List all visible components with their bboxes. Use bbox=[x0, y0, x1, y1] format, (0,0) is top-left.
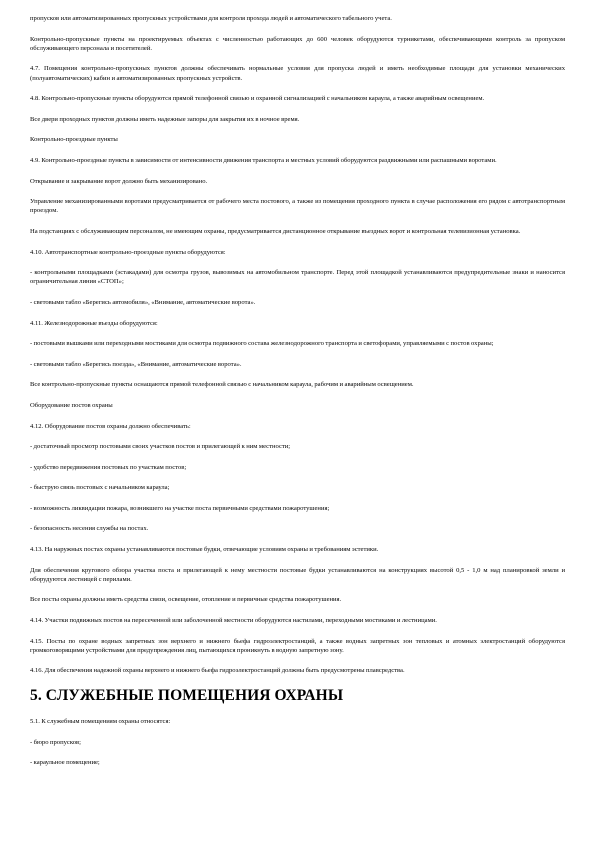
section-title: 5. СЛУЖЕБНЫЕ ПОМЕЩЕНИЯ ОХРАНЫ bbox=[30, 687, 344, 705]
list-item-view: - достаточный просмотр постовыми своих участков постов и прилегающей к ним местности; bbox=[30, 443, 291, 451]
paragraph-4-15: 4.15. Посты по охране водных запретных зон верхнего и нижнего бьефа гидроэлектростанций, а также водных запретных зон тепловых и атомных электростанций оборудуются громкоговорящими устройствами для предупреждения лиц, пытающихся проникнуть в водную запретную зону. bbox=[30, 637, 565, 654]
list-item-fire: - возможность ликвидации пожара, возникшего на участке поста первичными средствами пожаротушения; bbox=[30, 504, 330, 512]
list-item-train-signs: - световыми табло «Берегись поезда», «Внимание, автоматические ворота». bbox=[30, 360, 242, 368]
paragraph-4-12: 4.12. Оборудование постов охраны должно обеспечивать: bbox=[30, 422, 191, 430]
paragraph-4-14: 4.14. Участки подвижных постов на пересеченной или заболоченной местности оборудуются настилами, переходными мостиками и лестницами. bbox=[30, 617, 437, 625]
list-item-safety: - безопасность несения службы на постах. bbox=[30, 525, 149, 533]
paragraph-doors: Все двери проходных пунктов должны иметь надежные запоры для закрытия их в ночное время. bbox=[30, 115, 300, 123]
list-item-towers: - постовыми вышками или переходными мостиками для осмотра подвижного состава железнодорожного транспорта и светофорами, управляемыми с постов охраны; bbox=[30, 340, 494, 348]
paragraph-4-9: 4.9. Контрольно-проездные пункты в зависимости от интенсивности движения транспорта и местных условий оборудуются раздвижными или распашными воротами. bbox=[30, 156, 497, 164]
subheading-guard-posts: Оборудование постов охраны bbox=[30, 401, 113, 409]
paragraph-turnstiles: Контрольно-пропускные пункты на проектируемых объектах с численностью работающих до 600 человек оборудуются турникетами, обеспечивающими контроль за пропуском обслуживающего персонала и посетителей. bbox=[30, 35, 565, 52]
list-item-guard-room: - караульное помещение; bbox=[30, 759, 100, 767]
list-item-pass-bureau: - бюро пропусков; bbox=[30, 738, 81, 746]
paragraph-5-1: 5.1. К служебным помещениям охраны относятся: bbox=[30, 718, 171, 726]
paragraph-4-16: 4.16. Для обеспечения надежной охраны верхнего и нижнего бьефа гидроэлектростанций должны быть предусмотрены плавсредства. bbox=[30, 667, 405, 675]
paragraph-gate-control: Управление механизированными воротами предусматривается от рабочего места постового, а также из помещения проходного пункта в случае расположения его рядом с автотранспортным проездом. bbox=[30, 198, 565, 215]
paragraph-4-10: 4.10. Автотранспортные контрольно-проездные пункты оборудуются: bbox=[30, 248, 226, 256]
paragraph-pass-control-cont: пропусков или автоматизированных пропускных устройствами для контроля прохода людей и автоматического табельного учета. bbox=[30, 15, 392, 22]
paragraph-all-checkpoints: Все контрольно-пропускные пункты оснащаются прямой телефонной связью с начальником караула, рабочим и аварийным освещением. bbox=[30, 381, 414, 389]
paragraph-gates-mechanized: Открывание и закрывание ворот должно быть механизировано. bbox=[30, 177, 208, 185]
subheading-checkpoints: Контрольно-проездные пункты bbox=[30, 136, 118, 144]
paragraph-4-7: 4.7. Помещения контрольно-пропускных пунктов должны обеспечивать нормальные условия для пропуска людей и иметь необходимые площади для установки механических (полуавтоматических) кабин и автоматизированных пропускных устройств. bbox=[30, 65, 565, 82]
list-item-movement: - удобство передвижения постовых по участкам постов; bbox=[30, 463, 187, 471]
paragraph-post-equipment: Все посты охраны должны иметь средства связи, освещение, отопление и первичные средства пожаротушения. bbox=[30, 596, 342, 604]
paragraph-4-8: 4.8. Контрольно-пропускные пункты оборудуются прямой телефонной связью и охранной сигнализацией с начальником караула, а также аварийным освещением. bbox=[30, 95, 485, 103]
paragraph-booths: Для обеспечения кругового обзора участка поста и прилегающей к нему местности постовые будки устанавливаются на конструкциях высотой 0,5 - 1,0 м над планировкой земли и оборудуются лестницей с перилами. bbox=[30, 566, 565, 583]
list-item-vehicle-signs: - световыми табло «Берегись автомобиля», «Внимание, автоматические ворота». bbox=[30, 298, 256, 306]
list-item-communication: - быструю связь постовых с начальником караула; bbox=[30, 484, 170, 492]
paragraph-substations: На подстанциях с обслуживающим персоналом, не имеющим охраны, предусматривается дистанционное открывание въездных ворот и контрольная телевизионная установка. bbox=[30, 227, 521, 235]
paragraph-4-11: 4.11. Железнодорожные въезды оборудуются: bbox=[30, 319, 158, 327]
list-item-inspection-platforms: - контрольными площадками (эстакадами) для осмотра грузов, вывозимых на автомобильном транспорте. Перед этой площадкой устанавливаются предупредительные знаки и наносится ограничительная линия «СТОП»; bbox=[30, 269, 565, 286]
paragraph-4-13: 4.13. На наружных постах охраны устанавливаются постовые будки, отвечающие условиям охраны и требованиям эстетики. bbox=[30, 546, 379, 554]
document-page bbox=[30, 14, 565, 779]
